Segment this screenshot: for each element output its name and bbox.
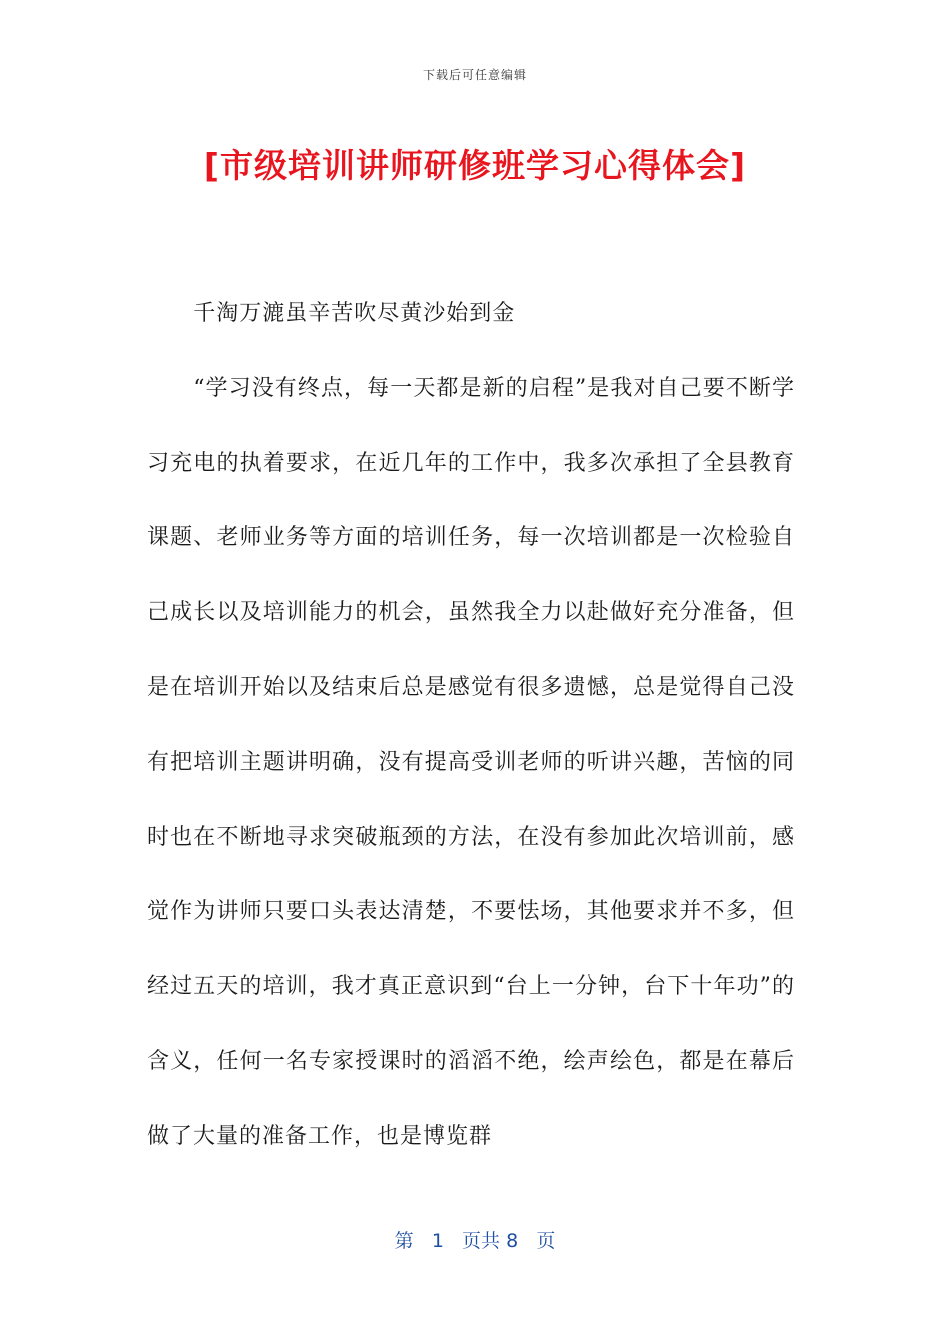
current-page-number: 1 [431,1230,444,1252]
total-pages-number: 8 [506,1230,519,1252]
page-label-middle: 页共 [462,1230,501,1252]
paragraph-2: “学习没有终点，每一天都是新的启程”是我对自己要不断学习充电的执着要求，在近几年的工作中，我多次承担了全县教育课题、老师业务等方面的培训任务，每一次培训都是一次检验自己成长以及培训能力的机会，虽然我全力以赴做好充分准备，但是在培训开始以及结束后总是感觉有很多遗憾，总是觉得自己没有把培训主题讲明确，没有提高受训老师的听讲兴趣，苦恼的同时也在不断地寻求突破瓶颈的方法，在没有参加此次培训前，感觉作为讲师只要口头表达清楚，不要怯场，其他要求并不多，但经过五天的培训，我才真正意识到“台上一分钟，台下十年功”的含义，任何一名专家授课时的滔滔不绝，绘声绘色，都是在幕后做了大量的准备工作，也是博览群 [147,375,795,1149]
page-label-suffix: 页 [536,1230,556,1252]
document-title: [市级培训讲师研修班学习心得体会] [203,146,747,185]
page-label-prefix: 第 [394,1230,414,1252]
document-body [147,277,795,1175]
page-footer [0,1226,950,1253]
paragraph-1: 千淘万漉虽辛苦吹尽黄沙始到金 [193,301,516,326]
header-note: 下载后可任意编辑 [422,68,527,82]
